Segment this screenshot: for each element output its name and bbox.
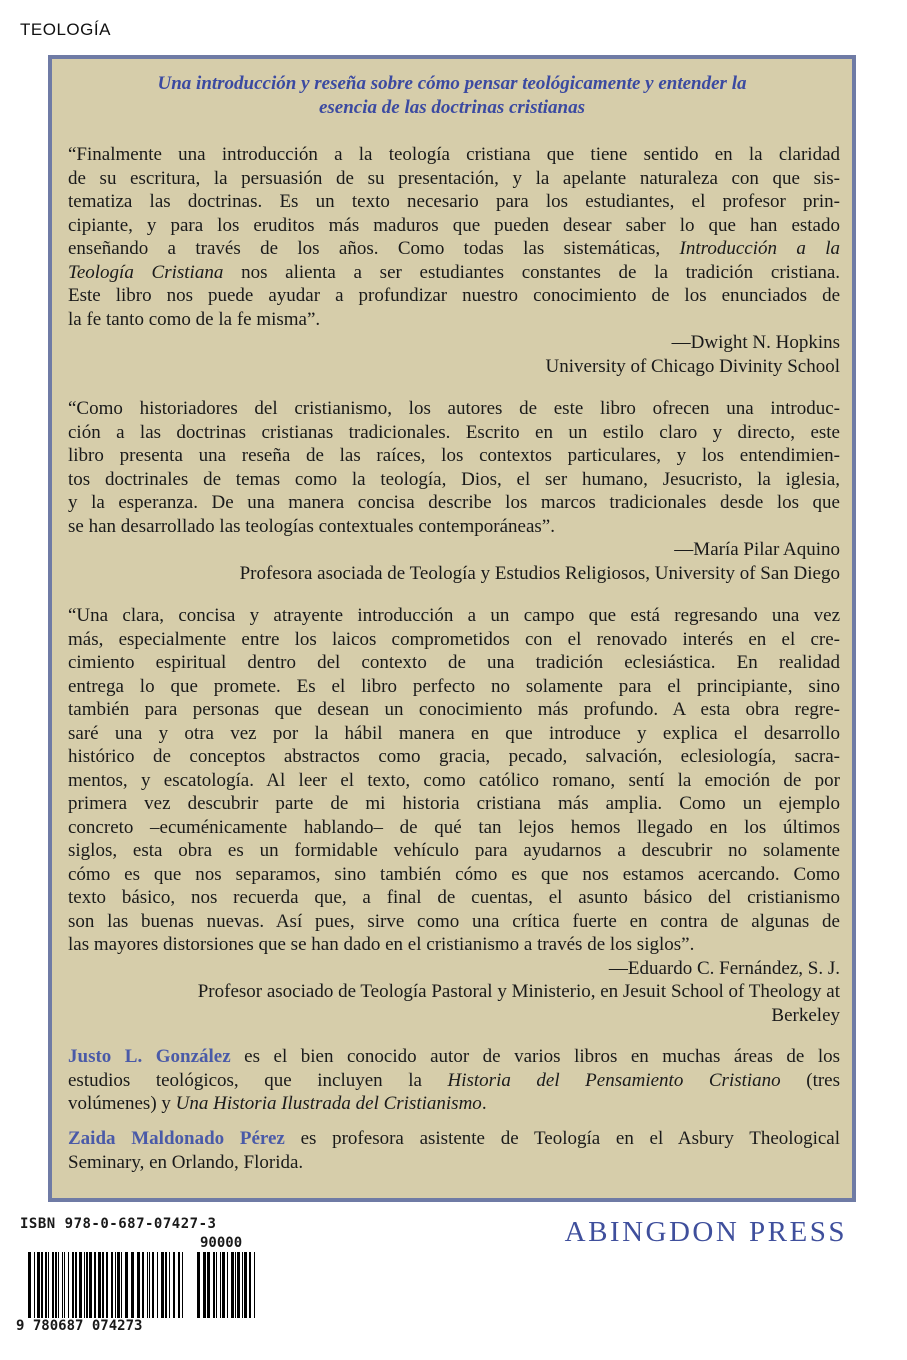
barcode-bar bbox=[52, 1252, 54, 1318]
blurb-line: primera vez descubrir parte de mi historia cristiana más amplia. Como un ejemplo bbox=[68, 793, 840, 814]
author-bio-gonzalez bbox=[68, 1045, 840, 1116]
author-name: Justo L. González bbox=[68, 1046, 231, 1067]
barcode-bar bbox=[244, 1252, 247, 1318]
ean-digits: 9 780687 074273 bbox=[16, 1318, 143, 1334]
barcode-bar bbox=[235, 1252, 236, 1318]
barcode-bar bbox=[169, 1252, 170, 1318]
barcode-bar bbox=[222, 1252, 225, 1318]
barcode-bar bbox=[249, 1252, 251, 1318]
blurb-line: libro presenta una reseña de las raíces, los contextos particulares, y los entendimien- bbox=[68, 445, 840, 466]
barcode-bar bbox=[157, 1252, 158, 1318]
blurb-line: “Finalmente una introducción a la teología cristiana que tiene sentido en la claridad bbox=[68, 144, 840, 165]
price-code: 90000 bbox=[200, 1235, 243, 1251]
blurb-line: Este libro nos puede ayudar a profundizar nuestro conocimiento de los enunciados de bbox=[68, 285, 840, 306]
attribution-name: —Dwight N. Hopkins bbox=[671, 332, 840, 353]
author-text: es profesora asistente de Teología en el Asbury Theological bbox=[284, 1128, 840, 1149]
barcode-bar bbox=[106, 1252, 108, 1318]
barcode-bar bbox=[147, 1252, 148, 1318]
attribution-name: —Eduardo C. Fernández, S. J. bbox=[608, 957, 840, 979]
publisher-logo: ABINGDON PRESS bbox=[564, 1216, 847, 1248]
blurb-line: cipiante, y para los eruditos más maduros que pueden desear saber lo que han estado bbox=[68, 214, 840, 236]
blurb-line: más, especialmente entre los laicos comprometidos con el renovado interés en el cre- bbox=[68, 628, 840, 650]
tagline bbox=[52, 72, 852, 120]
blurb-line: tematiza las doctrinas. Es un texto necesario para los estudiantes, el profesor prin- bbox=[68, 191, 840, 212]
barcode-bar bbox=[137, 1252, 140, 1318]
barcode-bar bbox=[72, 1252, 74, 1318]
tagline-line: esencia de las doctrinas cristianas bbox=[318, 97, 585, 118]
barcode-addon-icon bbox=[197, 1252, 259, 1318]
barcode-bar bbox=[242, 1252, 243, 1318]
blurb-line: son las buenas nuevas. Así pues, sirve como una crítica fuerte en contra de algunas de bbox=[68, 910, 840, 932]
author-line: Seminary, en Orlando, Florida. bbox=[68, 1151, 304, 1173]
blurb-line: cimiento espiritual dentro del contexto de una tradición eclesiástica. En realidad bbox=[68, 652, 840, 673]
blurb-line: entrega lo que promete. Es el libro perfecto no solamente para el principiante, sino bbox=[68, 675, 840, 697]
barcode-bar bbox=[115, 1252, 116, 1318]
blurb-line: las mayores distorsiones que se han dado en el cristianismo a través de los siglos”. bbox=[68, 934, 695, 955]
barcode-bar bbox=[84, 1252, 85, 1318]
blurb-line: “Una clara, concisa y atrayente introducción a un campo que está regresando una vez bbox=[68, 605, 840, 626]
attribution-affiliation: Berkeley bbox=[771, 1004, 840, 1026]
author-line: estudios teológicos, que incluyen la Historia del Pensamiento Cristiano (tres bbox=[68, 1069, 841, 1091]
blurb-line: saré una y otra vez por la hábil manera en que introduce y explica el desarrollo bbox=[68, 722, 840, 744]
barcode-bar bbox=[125, 1252, 128, 1318]
barcode-bar bbox=[68, 1252, 69, 1318]
author-text: es el bien conocido autor de varios libros en muchas áreas de los bbox=[230, 1046, 840, 1067]
barcode-bar bbox=[213, 1252, 215, 1318]
blurb-aquino bbox=[68, 397, 840, 585]
blurb-line: cómo es que nos separamos, sino también cómo es que nos estamos acercando. Como bbox=[68, 863, 840, 885]
barcode-bar bbox=[182, 1252, 183, 1318]
barcode-bar bbox=[216, 1252, 217, 1318]
barcode-bar bbox=[207, 1252, 210, 1318]
blurb-line: concreto –ecuménicamente hablando– de qué tan lejos hemos llegado en los últimos bbox=[68, 816, 840, 838]
attribution-name: —María Pilar Aquino bbox=[674, 539, 840, 560]
blurb-line: histórico de conceptos abstractos como gracia, pecado, salvación, eclesiología, sacra- bbox=[68, 746, 840, 767]
blurb-fernandez bbox=[68, 604, 840, 1027]
barcode-bar bbox=[41, 1252, 43, 1318]
blurb-line: la fe tanto como de la fe misma”. bbox=[68, 308, 321, 330]
blurb-hopkins bbox=[68, 143, 840, 378]
blurb-line: “Como historiadores del cristianismo, los autores de este libro ofrecen una introduc- bbox=[68, 398, 840, 419]
barcode-bar bbox=[254, 1252, 255, 1318]
barcode-bar bbox=[117, 1252, 120, 1318]
barcode-bar bbox=[79, 1252, 82, 1318]
blurb-line: ción a las doctrinas cristianas tradicionales. Escrito en un estilo claro y directo, este bbox=[68, 421, 840, 443]
barcode-bar bbox=[165, 1252, 167, 1318]
blurb-line: y la esperanza. De una manera concisa describe los marcos tradicionales desde los que bbox=[68, 492, 840, 513]
barcode-bar bbox=[62, 1252, 63, 1318]
barcode-bar bbox=[178, 1252, 180, 1318]
barcode-bar bbox=[34, 1252, 35, 1318]
barcode-bar bbox=[131, 1252, 134, 1318]
blurb-line: mentos, y escatología. Al leer el texto, como católico romano, sentí la emoción de por bbox=[68, 769, 840, 791]
attribution-affiliation: University of Chicago Divinity School bbox=[545, 355, 840, 377]
author-line bbox=[68, 1045, 840, 1069]
barcode-bar bbox=[152, 1252, 154, 1318]
barcode-bar bbox=[37, 1252, 40, 1318]
category-label: TEOLOGÍA bbox=[20, 20, 111, 39]
barcode-bar bbox=[227, 1252, 228, 1318]
barcode-bar bbox=[75, 1252, 77, 1318]
attribution-affiliation: Profesora asociada de Teología y Estudios Religiosos, University of San Diego bbox=[239, 562, 840, 584]
blurb-line: texto básico, nos recuerda que, a final de cuentas, el asunto básico del cristianismo bbox=[68, 887, 840, 908]
barcode-bar bbox=[48, 1252, 49, 1318]
barcode-bar bbox=[86, 1252, 88, 1318]
back-cover-panel bbox=[48, 55, 856, 1202]
author-bio-maldonado bbox=[68, 1127, 840, 1174]
blurb-line: de su escritura, la persuasión de su presentación, y la apelante naturaleza con que sis- bbox=[68, 167, 840, 189]
barcode-bar bbox=[142, 1252, 144, 1318]
blurb-line: también para personas que desean un conocimiento más profundo. A esta obra regre- bbox=[68, 699, 840, 720]
barcode-bar bbox=[98, 1252, 101, 1318]
barcode-bar bbox=[45, 1252, 47, 1318]
barcode-bar bbox=[111, 1252, 113, 1318]
barcode-bar bbox=[203, 1252, 206, 1318]
blurb-line: tos doctrinales de temas como la teología, Dios, el ser humano, Jesucristo, la iglesia, bbox=[68, 468, 840, 490]
barcode-bar bbox=[173, 1252, 175, 1318]
author-line: volúmenes) y Una Historia Ilustrada del Cristianismo. bbox=[68, 1093, 487, 1114]
barcode-bar bbox=[197, 1252, 200, 1318]
blurb-line: siglos, esta obra es un formidable vehículo para ayudarnos a descubrir no solamente bbox=[68, 840, 840, 861]
barcode-bar bbox=[121, 1252, 122, 1318]
attribution-affiliation: Profesor asociado de Teología Pastoral y Ministerio, en Jesuit School of Theology at bbox=[197, 981, 840, 1002]
isbn-label: ISBN 978-0-687-07427-3 bbox=[20, 1216, 217, 1232]
blurb-line: enseñando a través de los años. Como todas las sistemáticas, Introducción a la bbox=[68, 238, 840, 259]
author-name: Zaida Maldonado Pérez bbox=[68, 1128, 285, 1149]
barcode-bar bbox=[231, 1252, 234, 1318]
barcode-bar bbox=[237, 1252, 240, 1318]
barcode-icon bbox=[28, 1252, 188, 1318]
barcode-bar bbox=[94, 1252, 96, 1318]
barcode-bar bbox=[28, 1252, 31, 1318]
barcode-bar bbox=[55, 1252, 57, 1318]
author-line bbox=[68, 1127, 840, 1151]
barcode-bar bbox=[220, 1252, 221, 1318]
barcode-bar bbox=[64, 1252, 65, 1318]
blurb-line: se han desarrollado las teologías contextuales contemporáneas”. bbox=[68, 515, 555, 537]
barcode-bar bbox=[149, 1252, 150, 1318]
tagline-line: Una introducción y reseña sobre cómo pensar teológicamente y entender la bbox=[157, 73, 747, 94]
blurb-line: Teología Cristiana nos alienta a ser estudiantes constantes de la tradición cristiana. bbox=[68, 261, 840, 283]
barcode-bar bbox=[89, 1252, 92, 1318]
barcode-bar bbox=[58, 1252, 59, 1318]
barcode-bar bbox=[102, 1252, 104, 1318]
barcode-bar bbox=[161, 1252, 164, 1318]
